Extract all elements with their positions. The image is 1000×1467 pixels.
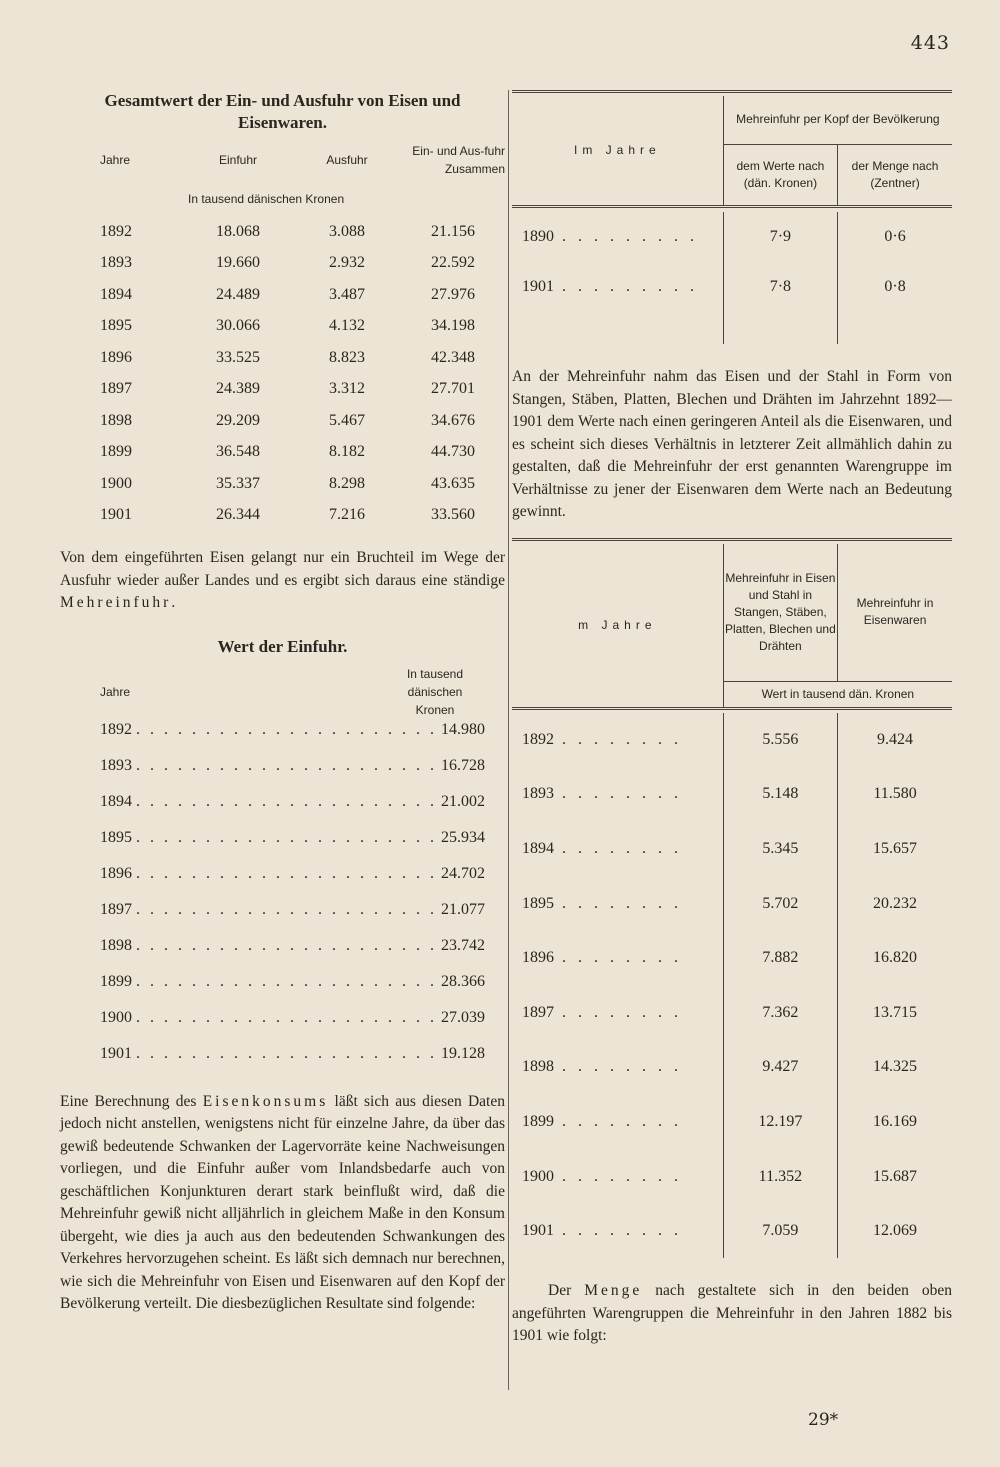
table-row xyxy=(512,212,952,262)
table-row xyxy=(60,468,505,500)
page-number: 443 xyxy=(910,32,950,54)
total-cell: 34.676 xyxy=(431,411,475,429)
year-cell: 1898 xyxy=(100,411,132,429)
leader-dots: . . . . . . . . xyxy=(554,1112,682,1130)
import-cell: 33.525 xyxy=(215,348,260,366)
export-cell: 2.932 xyxy=(329,254,365,272)
table-row xyxy=(512,262,952,312)
year-cell xyxy=(512,1095,723,1150)
leader-dots: . . . . . . . . xyxy=(554,949,682,967)
year-cell: 1901 xyxy=(100,1044,132,1062)
list-item xyxy=(60,865,505,901)
steel-value-cell: 5.702 xyxy=(723,876,837,931)
table3-value-header: dem Werte nach (dän. Kronen) xyxy=(723,144,837,206)
year-cell: 1899 xyxy=(100,443,132,461)
list-item xyxy=(60,721,505,757)
col-header-import: Einfuhr xyxy=(218,153,257,167)
year-cell: 1900 xyxy=(100,474,132,492)
year-cell xyxy=(512,1040,723,1095)
year-cell xyxy=(512,767,723,822)
year-label: 1890 xyxy=(522,228,554,245)
table2-title: Wert der Einfuhr. xyxy=(217,636,348,656)
year-cell xyxy=(512,212,723,262)
wares-value-cell: 14.325 xyxy=(838,1040,952,1095)
year-cell: 1898 xyxy=(100,936,132,954)
steel-value-cell: 7.882 xyxy=(723,931,837,986)
list-item xyxy=(60,1009,505,1045)
import-cell: 26.344 xyxy=(215,506,260,524)
right-column xyxy=(512,90,952,1348)
value-cell: 19.128 xyxy=(441,1044,485,1062)
table3-group-header: Mehreinfuhr per Kopf der Bevölkerung xyxy=(723,96,952,144)
year-cell xyxy=(512,1149,723,1204)
import-cell: 19.660 xyxy=(215,254,260,272)
wares-value-cell: 9.424 xyxy=(838,713,952,768)
total-cell: 27.976 xyxy=(431,285,475,303)
export-cell: 4.132 xyxy=(329,317,365,335)
list-item xyxy=(60,829,505,865)
value-cell: 21.077 xyxy=(441,900,485,918)
total-cell: 34.198 xyxy=(431,317,475,335)
table3-year-header: Im Jahre xyxy=(574,142,661,157)
year-cell xyxy=(512,262,723,312)
table4-year-header: m Jahre xyxy=(578,617,657,632)
year-cell: 1895 xyxy=(100,828,132,846)
import-value-list xyxy=(60,721,505,1081)
import-cell: 30.066 xyxy=(215,317,260,335)
steel-value-cell: 5.556 xyxy=(723,713,837,768)
signature-mark: 29* xyxy=(808,1410,839,1430)
table-row xyxy=(512,713,952,768)
table1-title: Gesamtwert der Ein- und Ausfuhr von Eisen und Eisenwaren. xyxy=(104,91,461,132)
leader-dots xyxy=(132,865,441,883)
table-row xyxy=(512,985,952,1040)
import-cell: 35.337 xyxy=(215,474,260,492)
excess-import-table xyxy=(512,544,952,1259)
year-label: 1901 xyxy=(522,278,554,295)
left-column xyxy=(60,90,505,1316)
value-cell: 27.039 xyxy=(441,1008,485,1026)
leader-dots xyxy=(132,1009,441,1027)
export-cell: 5.467 xyxy=(329,411,365,429)
table-row xyxy=(60,500,505,532)
value-per-capita-cell: 7·9 xyxy=(723,212,837,262)
value-cell: 16.728 xyxy=(441,756,485,774)
col-header-export: Ausfuhr xyxy=(326,153,368,167)
export-cell: 3.312 xyxy=(329,380,365,398)
quantity-per-capita-cell: 0·8 xyxy=(838,262,952,312)
wares-value-cell: 12.069 xyxy=(838,1204,952,1259)
column-divider xyxy=(508,90,509,1390)
value-cell: 28.366 xyxy=(441,972,485,990)
value-cell: 21.002 xyxy=(441,792,485,810)
table3-quantity-header: der Menge nach (Zentner) xyxy=(838,144,952,206)
table-row xyxy=(512,1040,952,1095)
leader-dots: . . . . . . . . . xyxy=(554,228,698,245)
total-cell: 43.635 xyxy=(431,474,475,492)
leader-dots: . . . . . . . . xyxy=(554,894,682,912)
paragraph-mehreinfuhr: Von dem eingeführten Eisen gelangt nur ein Bruchteil im Wege der Ausfuhr wieder außer Landes und es ergibt sich daraus eine ständige Mehreinfuhr. xyxy=(60,549,505,611)
year-cell: 1896 xyxy=(100,864,132,882)
total-cell: 22.592 xyxy=(431,254,475,272)
spaced-term: Eisenkonsums xyxy=(202,1092,329,1110)
list-item xyxy=(60,1045,505,1081)
leader-dots: . . . . . . . . xyxy=(554,839,682,857)
year-cell: 1893 xyxy=(100,254,132,272)
leader-dots: . . . . . . . . xyxy=(554,1167,682,1185)
year-cell xyxy=(512,985,723,1040)
wares-value-cell: 15.657 xyxy=(838,822,952,877)
year-cell: 1894 xyxy=(100,792,132,810)
leader-dots: . . . . . . . . xyxy=(554,730,682,748)
export-cell: 8.823 xyxy=(329,348,365,366)
steel-value-cell: 5.148 xyxy=(723,767,837,822)
import-export-table xyxy=(60,142,505,531)
total-cell: 27.701 xyxy=(431,380,475,398)
export-cell: 3.088 xyxy=(329,222,365,240)
year-cell: 1896 xyxy=(100,348,132,366)
leader-dots xyxy=(132,757,441,775)
leader-dots: . . . . . . . . . xyxy=(554,278,698,295)
wares-value-cell: 20.232 xyxy=(838,876,952,931)
total-cell: 44.730 xyxy=(431,443,475,461)
steel-value-cell: 12.197 xyxy=(723,1095,837,1150)
year-cell xyxy=(512,822,723,877)
list-item xyxy=(60,793,505,829)
year-label: 1897 xyxy=(522,1003,554,1021)
table-row xyxy=(512,876,952,931)
table-row xyxy=(60,405,505,437)
table2-header xyxy=(60,665,505,719)
leader-dots xyxy=(132,721,441,739)
spaced-term: Mehreinfuhr xyxy=(60,594,172,611)
leader-dots xyxy=(132,793,441,811)
table-row xyxy=(512,931,952,986)
table-row xyxy=(60,374,505,406)
year-label: 1892 xyxy=(522,730,554,748)
year-label: 1896 xyxy=(522,949,554,967)
year-cell: 1895 xyxy=(100,317,132,335)
year-label: 1893 xyxy=(522,785,554,803)
export-cell: 8.298 xyxy=(329,474,365,492)
import-cell: 18.068 xyxy=(215,222,260,240)
paragraph-eisenkonsum: Eine Berechnung des Eisenkonsums läßt sich aus diesen Daten jedoch nicht anstellen, wenigstens nicht für einzelne Jahre, da über das gewiß bedeutende Schwanken der Lagervorräte keine Nachweisungen vorliegen, und die Einfuhr außer vom Inlandsbedarfe auch von geschäftlichen Konjunkturen derart stark beinflußt wird, daß die Mehreinfuhr gewiß nicht alljährlich in gleichem Maße in den Konsum übergeht, wie dies ja auch aus den bedeutenden Schwankungen des Verkehres hervorzugehen scheint. Es läßt sich demnach nur berechnen, wie sich die Mehreinfuhr von Eisen und Eisenwaren auf den Kopf der Bevölkerung verteilt. Die diesbezüglichen Resultate sind folgende: xyxy=(60,1092,505,1312)
year-cell: 1894 xyxy=(100,285,132,303)
per-capita-table xyxy=(512,96,952,344)
year-cell: 1897 xyxy=(100,380,132,398)
year-cell xyxy=(512,931,723,986)
steel-value-cell: 9.427 xyxy=(723,1040,837,1095)
total-cell: 33.560 xyxy=(431,506,475,524)
year-label: 1900 xyxy=(522,1167,554,1185)
export-cell: 3.487 xyxy=(329,285,365,303)
year-cell xyxy=(512,713,723,768)
leader-dots: . . . . . . . . xyxy=(554,1058,682,1076)
table-row xyxy=(60,311,505,343)
col-header-year: Jahre xyxy=(100,153,131,167)
steel-value-cell: 7.362 xyxy=(723,985,837,1040)
year-cell: 1893 xyxy=(100,756,132,774)
value-cell: 14.980 xyxy=(441,720,485,738)
quantity-per-capita-cell: 0·6 xyxy=(838,212,952,262)
table-row xyxy=(512,1204,952,1259)
table1-unit: In tausend dänischen Kronen xyxy=(188,192,345,206)
export-cell: 7.216 xyxy=(329,506,365,524)
table-row xyxy=(512,822,952,877)
leader-dots: . . . . . . . . xyxy=(554,1003,682,1021)
total-cell: 21.156 xyxy=(431,222,475,240)
steel-value-cell: 5.345 xyxy=(723,822,837,877)
table2-unit-header: In tausend dänischen Kronen xyxy=(406,666,464,717)
leader-dots xyxy=(132,901,441,919)
wares-value-cell: 16.169 xyxy=(838,1095,952,1150)
value-per-capita-cell: 7·8 xyxy=(723,262,837,312)
table2-year-header: Jahre xyxy=(100,684,131,699)
year-label: 1894 xyxy=(522,839,554,857)
table4-wares-header: Mehreinfuhr in Eisenwaren xyxy=(838,544,952,682)
table-row xyxy=(60,437,505,469)
import-cell: 29.209 xyxy=(215,411,260,429)
year-label: 1901 xyxy=(522,1222,554,1240)
year-cell xyxy=(512,876,723,931)
import-cell: 36.548 xyxy=(215,443,260,461)
value-cell: 23.742 xyxy=(441,936,485,954)
leader-dots xyxy=(132,829,441,847)
table-row xyxy=(60,342,505,374)
year-cell: 1897 xyxy=(100,900,132,918)
import-cell: 24.489 xyxy=(215,285,260,303)
leader-dots: . . . . . . . . xyxy=(554,1222,682,1240)
list-item xyxy=(60,901,505,937)
leader-dots xyxy=(132,937,441,955)
wares-value-cell: 16.820 xyxy=(838,931,952,986)
leader-dots xyxy=(132,1045,441,1063)
year-label: 1898 xyxy=(522,1058,554,1076)
year-cell: 1901 xyxy=(100,506,132,524)
leader-dots xyxy=(132,973,441,991)
wares-value-cell: 13.715 xyxy=(838,985,952,1040)
table-row xyxy=(512,767,952,822)
spaced-term: Menge xyxy=(584,1282,643,1300)
import-cell: 24.389 xyxy=(215,380,260,398)
year-label: 1895 xyxy=(522,894,554,912)
total-cell: 42.348 xyxy=(431,348,475,366)
leader-dots: . . . . . . . . xyxy=(554,785,682,803)
year-cell: 1892 xyxy=(100,222,132,240)
export-cell: 8.182 xyxy=(329,443,365,461)
paragraph-anteil: An der Mehreinfuhr nahm das Eisen und der Stahl in Form von Stangen, Stäben, Platten, Blechen und Drähten im Jahrzehnt 1892—1901 dem Werte nach einen geringeren Anteil als die Eisenwaren, und es scheint sich dieses Verhältnis in letzterer Zeit allmählich dahin zu gestalten, daß die Mehreinfuhr der erst genannten Warengruppe im Verhältnisse zu jener der Eisenwaren dem Werte nach an Bedeutung gewinnt. xyxy=(512,368,952,520)
list-item xyxy=(60,757,505,793)
wares-value-cell: 15.687 xyxy=(838,1149,952,1204)
paragraph-menge: Der Menge nach gestaltete sich in den beiden oben angeführten Warengruppen die Mehreinfuhr in den Jahren 1882 bis 1901 wie folgt: xyxy=(512,1282,952,1345)
year-cell: 1899 xyxy=(100,972,132,990)
steel-value-cell: 7.059 xyxy=(723,1204,837,1259)
year-cell: 1892 xyxy=(100,720,132,738)
list-item xyxy=(60,937,505,973)
table-row xyxy=(60,279,505,311)
col-header-total: Ein- und Aus-fuhr Zusammen xyxy=(412,144,505,176)
table-row xyxy=(512,1149,952,1204)
year-cell: 1900 xyxy=(100,1008,132,1026)
table4-unit: Wert in tausend dän. Kronen xyxy=(723,682,952,709)
list-item xyxy=(60,973,505,1009)
wares-value-cell: 11.580 xyxy=(838,767,952,822)
value-cell: 24.702 xyxy=(441,864,485,882)
year-label: 1899 xyxy=(522,1112,554,1130)
steel-value-cell: 11.352 xyxy=(723,1149,837,1204)
value-cell: 25.934 xyxy=(441,828,485,846)
table-row xyxy=(60,216,505,248)
year-cell xyxy=(512,1204,723,1259)
table4-steel-header: Mehreinfuhr in Eisen und Stahl in Stangen, Stäben, Platten, Blechen und Drähten xyxy=(723,544,837,682)
table-row xyxy=(60,248,505,280)
table-row xyxy=(512,1095,952,1150)
